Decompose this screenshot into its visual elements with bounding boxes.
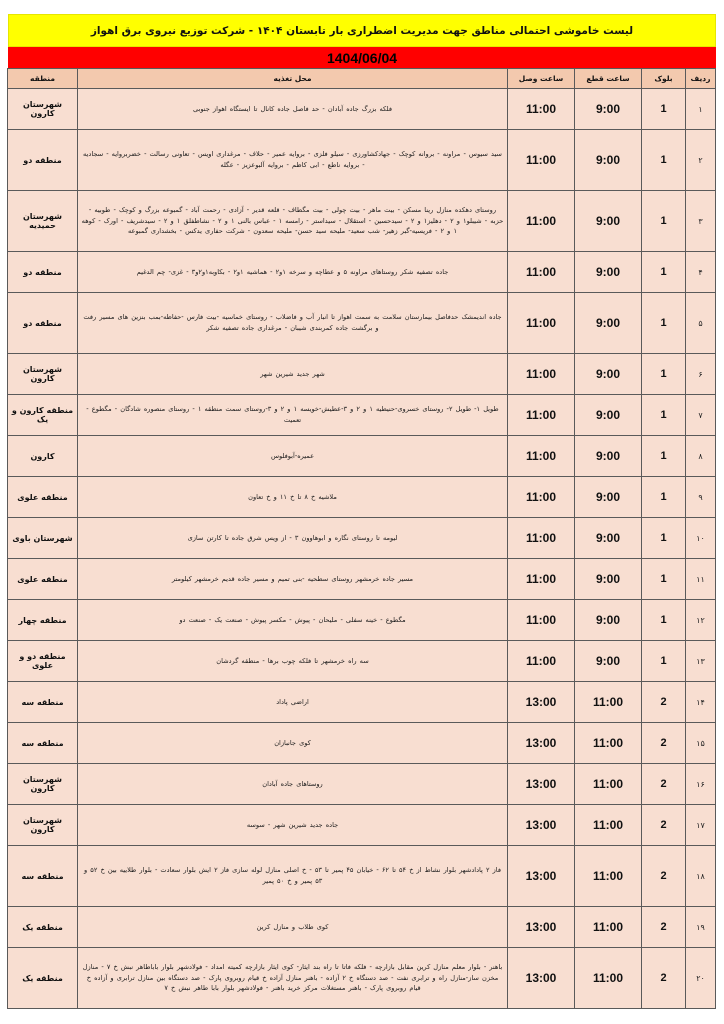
cell-outage-start: 11:00 xyxy=(575,682,642,723)
table-row xyxy=(8,89,716,130)
schedule-date: 1404/06/04 xyxy=(326,49,398,66)
cell-outage-start: 11:00 xyxy=(575,948,642,1009)
table-row xyxy=(8,907,716,948)
table-body xyxy=(8,89,716,1009)
cell-block: 1 xyxy=(642,559,686,600)
cell-address: جاده جدید شیرین شهر - سوسه xyxy=(78,805,508,846)
cell-region: شهرستان کارون xyxy=(8,89,78,130)
cell-block: 1 xyxy=(642,600,686,641)
cell-address: مگطوع - خینه سفلی - ملیحان - پیوش - مکسر پیوش - صنعت یک - صنعت دو xyxy=(78,600,508,641)
cell-address: عمیره-آبوفلوس xyxy=(78,436,508,477)
cell-region: شهرستان کارون xyxy=(8,805,78,846)
cell-outage-start: 9:00 xyxy=(575,477,642,518)
cell-outage-end: 13:00 xyxy=(508,764,575,805)
cell-region: منطقه علوی xyxy=(8,559,78,600)
date-banner xyxy=(8,47,716,68)
column-header-address: محل تغذیه xyxy=(78,69,508,89)
cell-outage-end: 13:00 xyxy=(508,723,575,764)
cell-row-number: ۱ xyxy=(686,89,716,130)
column-header-block: بلوک xyxy=(642,69,686,89)
table-row xyxy=(8,846,716,907)
cell-address: طویل ۱- طویل ۲- روستای خسروی-حنیطیه ۱ و ۲ و ۳-عطیش-خویسه ۱ و ۲ و ۳-روستای سمت منطقه ۱ - روستای منصوره شادگان - مگطوع - تعمیت xyxy=(78,395,508,436)
cell-outage-start: 9:00 xyxy=(575,395,642,436)
cell-block: 2 xyxy=(642,764,686,805)
cell-outage-end: 11:00 xyxy=(508,477,575,518)
column-header-outage-start: ساعت قطع xyxy=(575,69,642,89)
cell-row-number: ۱۷ xyxy=(686,805,716,846)
cell-outage-start: 11:00 xyxy=(575,723,642,764)
cell-region: شهرستان کارون xyxy=(8,354,78,395)
table-row xyxy=(8,130,716,191)
cell-block: 1 xyxy=(642,477,686,518)
table-header-row xyxy=(8,69,716,89)
cell-address: ملاشیه خ ۸ تا خ ۱۱ و خ تعاون xyxy=(78,477,508,518)
cell-block: 1 xyxy=(642,354,686,395)
cell-region: کارون xyxy=(8,436,78,477)
cell-outage-start: 9:00 xyxy=(575,130,642,191)
cell-outage-end: 11:00 xyxy=(508,130,575,191)
cell-block: 1 xyxy=(642,293,686,354)
cell-outage-end: 13:00 xyxy=(508,907,575,948)
cell-block: 2 xyxy=(642,682,686,723)
cell-row-number: ۷ xyxy=(686,395,716,436)
cell-address: باهنر - بلوار معلم منازل کرین مقابل بازارچه - فلکه فاتا تا راه بند ایثار- کوی ایثار بازارچه کمیته امداد - فولادشهر بلوار باباطاهر نبش خ ۷ - منازل مخزن ساز-منازل راه و ترابری نفت - صد دستگاه خ ۲ آزاده - باهنر منازل آزاده خ قیام روبروی پارک - صد دستگاه بین منازل ترابری و آزاده خ قیام روبروی پارک - باهنر مستغلات مرکز خرید باهنر - فولادشهر بلوار بابا طاهر نبش خ ۷ xyxy=(78,948,508,1009)
cell-row-number: ۴ xyxy=(686,252,716,293)
cell-outage-start: 11:00 xyxy=(575,907,642,948)
cell-block: 1 xyxy=(642,89,686,130)
table-row xyxy=(8,559,716,600)
outage-schedule-table xyxy=(7,68,716,1009)
cell-outage-end: 11:00 xyxy=(508,395,575,436)
cell-block: 1 xyxy=(642,395,686,436)
cell-row-number: ۱۳ xyxy=(686,641,716,682)
cell-row-number: ۳ xyxy=(686,191,716,252)
cell-region: شهرستان کارون xyxy=(8,764,78,805)
cell-outage-start: 9:00 xyxy=(575,191,642,252)
cell-region: منطقه کارون و یک xyxy=(8,395,78,436)
cell-row-number: ۱۲ xyxy=(686,600,716,641)
cell-address: کوی جانبازان xyxy=(78,723,508,764)
page-title: لیست خاموشی احتمالی مناطق جهت مدیریت اضطراری بار تابستان ۱۴۰۴ - شرکت توزیع نیروی برق اهواز xyxy=(90,24,634,37)
cell-block: 2 xyxy=(642,948,686,1009)
cell-outage-end: 13:00 xyxy=(508,846,575,907)
cell-block: 1 xyxy=(642,191,686,252)
cell-row-number: ۸ xyxy=(686,436,716,477)
table-row xyxy=(8,764,716,805)
cell-outage-start: 9:00 xyxy=(575,252,642,293)
cell-outage-start: 9:00 xyxy=(575,518,642,559)
cell-address: اراضی پاداد xyxy=(78,682,508,723)
cell-row-number: ۹ xyxy=(686,477,716,518)
cell-block: 2 xyxy=(642,805,686,846)
cell-region: منطقه سه xyxy=(8,846,78,907)
column-header-row-number: ردیف xyxy=(686,69,716,89)
cell-outage-end: 11:00 xyxy=(508,252,575,293)
cell-region: منطقه چهار xyxy=(8,600,78,641)
cell-outage-end: 11:00 xyxy=(508,293,575,354)
cell-block: 2 xyxy=(642,723,686,764)
cell-region: منطقه علوی xyxy=(8,477,78,518)
cell-row-number: ۲۰ xyxy=(686,948,716,1009)
table-row xyxy=(8,477,716,518)
cell-address: فاز ۲ پادادشهر بلوار نشاط از خ ۵۴ تا ۶۲ - خیابان ۴۵ پمیر تا ۵۳ - خ اصلی منازل لوله سازی فاز ۲ ایش بلوار سعادت - بلوار طلاییه بین خ ۵۲ و ۵۳ پمیر و خ ۵۰ پمیر xyxy=(78,846,508,907)
cell-row-number: ۱۰ xyxy=(686,518,716,559)
column-header-region: منطقه xyxy=(8,69,78,89)
cell-outage-start: 11:00 xyxy=(575,764,642,805)
cell-region: منطقه سه xyxy=(8,723,78,764)
cell-outage-start: 9:00 xyxy=(575,436,642,477)
cell-outage-end: 11:00 xyxy=(508,600,575,641)
cell-region: شهرستان حمیدیه xyxy=(8,191,78,252)
cell-region: شهرستان باوی xyxy=(8,518,78,559)
column-header-outage-end: ساعت وصل xyxy=(508,69,575,89)
cell-row-number: ۱۸ xyxy=(686,846,716,907)
table-row xyxy=(8,395,716,436)
cell-outage-start: 9:00 xyxy=(575,89,642,130)
cell-outage-end: 11:00 xyxy=(508,641,575,682)
cell-row-number: ۱۹ xyxy=(686,907,716,948)
cell-block: 1 xyxy=(642,130,686,191)
table-row xyxy=(8,805,716,846)
cell-block: 2 xyxy=(642,907,686,948)
cell-row-number: ۱۵ xyxy=(686,723,716,764)
cell-outage-start: 9:00 xyxy=(575,354,642,395)
cell-address: کوی طلاب و منازل کرین xyxy=(78,907,508,948)
cell-row-number: ۱۴ xyxy=(686,682,716,723)
cell-block: 2 xyxy=(642,846,686,907)
cell-outage-end: 11:00 xyxy=(508,436,575,477)
cell-region: منطقه یک xyxy=(8,907,78,948)
cell-outage-end: 11:00 xyxy=(508,354,575,395)
cell-address: جاده تصفیه شکر روستاهای مراونه ۵ و عطاچه و سرخه ۱و۲ - هماشیه ۱و۲ - بکاوبه۱و۲و۳ - غزی- چم الدغیم xyxy=(78,252,508,293)
cell-outage-end: 13:00 xyxy=(508,682,575,723)
cell-address: جاده اندیمشک حدفاصل بیمارستان سلامت به سمت اهواز تا انبار آب و فاضلاب - روستای خماسیه -بیت فارس -حفاظه-بمب بنزین های مسیر رفت و برگشت جاده کمربندی شیبان - مرغداری جاده تصفیه شکر xyxy=(78,293,508,354)
cell-address: مسیر جاده خرمشهر روستای سطحیه -بنی تمیم و مسیر جاده قدیم خرمشهر کیلومتر xyxy=(78,559,508,600)
cell-outage-end: 11:00 xyxy=(508,89,575,130)
cell-outage-start: 9:00 xyxy=(575,559,642,600)
cell-row-number: ۵ xyxy=(686,293,716,354)
table-row xyxy=(8,518,716,559)
table-row xyxy=(8,191,716,252)
cell-outage-end: 11:00 xyxy=(508,559,575,600)
table-row xyxy=(8,436,716,477)
cell-region: منطقه سه xyxy=(8,682,78,723)
table-row xyxy=(8,682,716,723)
cell-row-number: ۶ xyxy=(686,354,716,395)
cell-address: روستای دهکده منازل رینا مسکن - بیت ماهر - بیت چولی - بیت مگطاف - قلعه قدیر - آزادی - رحمت آباد - گمبوعه بزرگ و کوچک - طوبیه - حزبه - شیبلو۱ و ۲ - دهلیز۱ و ۲ - سیدحسین - استقلال - سیداستر - رامسه ۱ - عباس بالنی ۱ و ۲ - نشاطفلق ۱ و ۲ - سیدشریف - اورک - کوهه ۱ و ۲ - فریسیه-گبر زهیر- شب سعید- ملیحه سید حسن- ملیحه سعدون - شرکت حفاری یدکس - بخشداری گمبوعه xyxy=(78,191,508,252)
cell-region: منطقه دو xyxy=(8,252,78,293)
cell-row-number: ۱۶ xyxy=(686,764,716,805)
cell-outage-end: 11:00 xyxy=(508,191,575,252)
cell-address: فلکه بزرگ جاده آبادان - حد فاصل جاده کانال تا ایستگاه اهواز جنوبی xyxy=(78,89,508,130)
cell-address: سه راه خرمشهر تا فلکه چوب بر‌ها - منطقه گردشان xyxy=(78,641,508,682)
cell-block: 1 xyxy=(642,436,686,477)
cell-row-number: ۲ xyxy=(686,130,716,191)
table-row xyxy=(8,641,716,682)
cell-outage-start: 9:00 xyxy=(575,641,642,682)
cell-block: 1 xyxy=(642,518,686,559)
cell-block: 1 xyxy=(642,641,686,682)
table-row xyxy=(8,723,716,764)
cell-outage-start: 11:00 xyxy=(575,805,642,846)
cell-outage-start: 9:00 xyxy=(575,600,642,641)
cell-region: منطقه دو و علوی xyxy=(8,641,78,682)
cell-address: شهر جدید شیرین شهر xyxy=(78,354,508,395)
table-header xyxy=(8,69,716,89)
title-banner xyxy=(8,14,716,47)
cell-address: روستاهای جاده آبادان xyxy=(78,764,508,805)
cell-region: منطقه دو xyxy=(8,293,78,354)
table-row xyxy=(8,293,716,354)
cell-outage-start: 11:00 xyxy=(575,846,642,907)
cell-outage-end: 13:00 xyxy=(508,948,575,1009)
cell-outage-start: 9:00 xyxy=(575,293,642,354)
cell-row-number: ۱۱ xyxy=(686,559,716,600)
cell-outage-end: 11:00 xyxy=(508,518,575,559)
table-row xyxy=(8,948,716,1009)
cell-outage-end: 13:00 xyxy=(508,805,575,846)
table-row xyxy=(8,354,716,395)
table-row xyxy=(8,600,716,641)
table-row xyxy=(8,252,716,293)
cell-region: منطقه یک xyxy=(8,948,78,1009)
cell-address: لیومه تا روستای نگاره و ابوهاوون ۳ - از ویس شرق جاده تا کارتن سازی xyxy=(78,518,508,559)
cell-region: منطقه دو xyxy=(8,130,78,191)
cell-block: 1 xyxy=(642,252,686,293)
cell-address: سید سیوس - مراونه - بروانه کوچک - جهادکشاورزی - سیلو فلزی - بروایه عمیر - حلاف - مرغداری اویس - تعاونی رسالت - خضربروایه - سجادیه - بروایه ناطع - ابی کاظم - بروایه آلبوعزیز - عگله xyxy=(78,130,508,191)
